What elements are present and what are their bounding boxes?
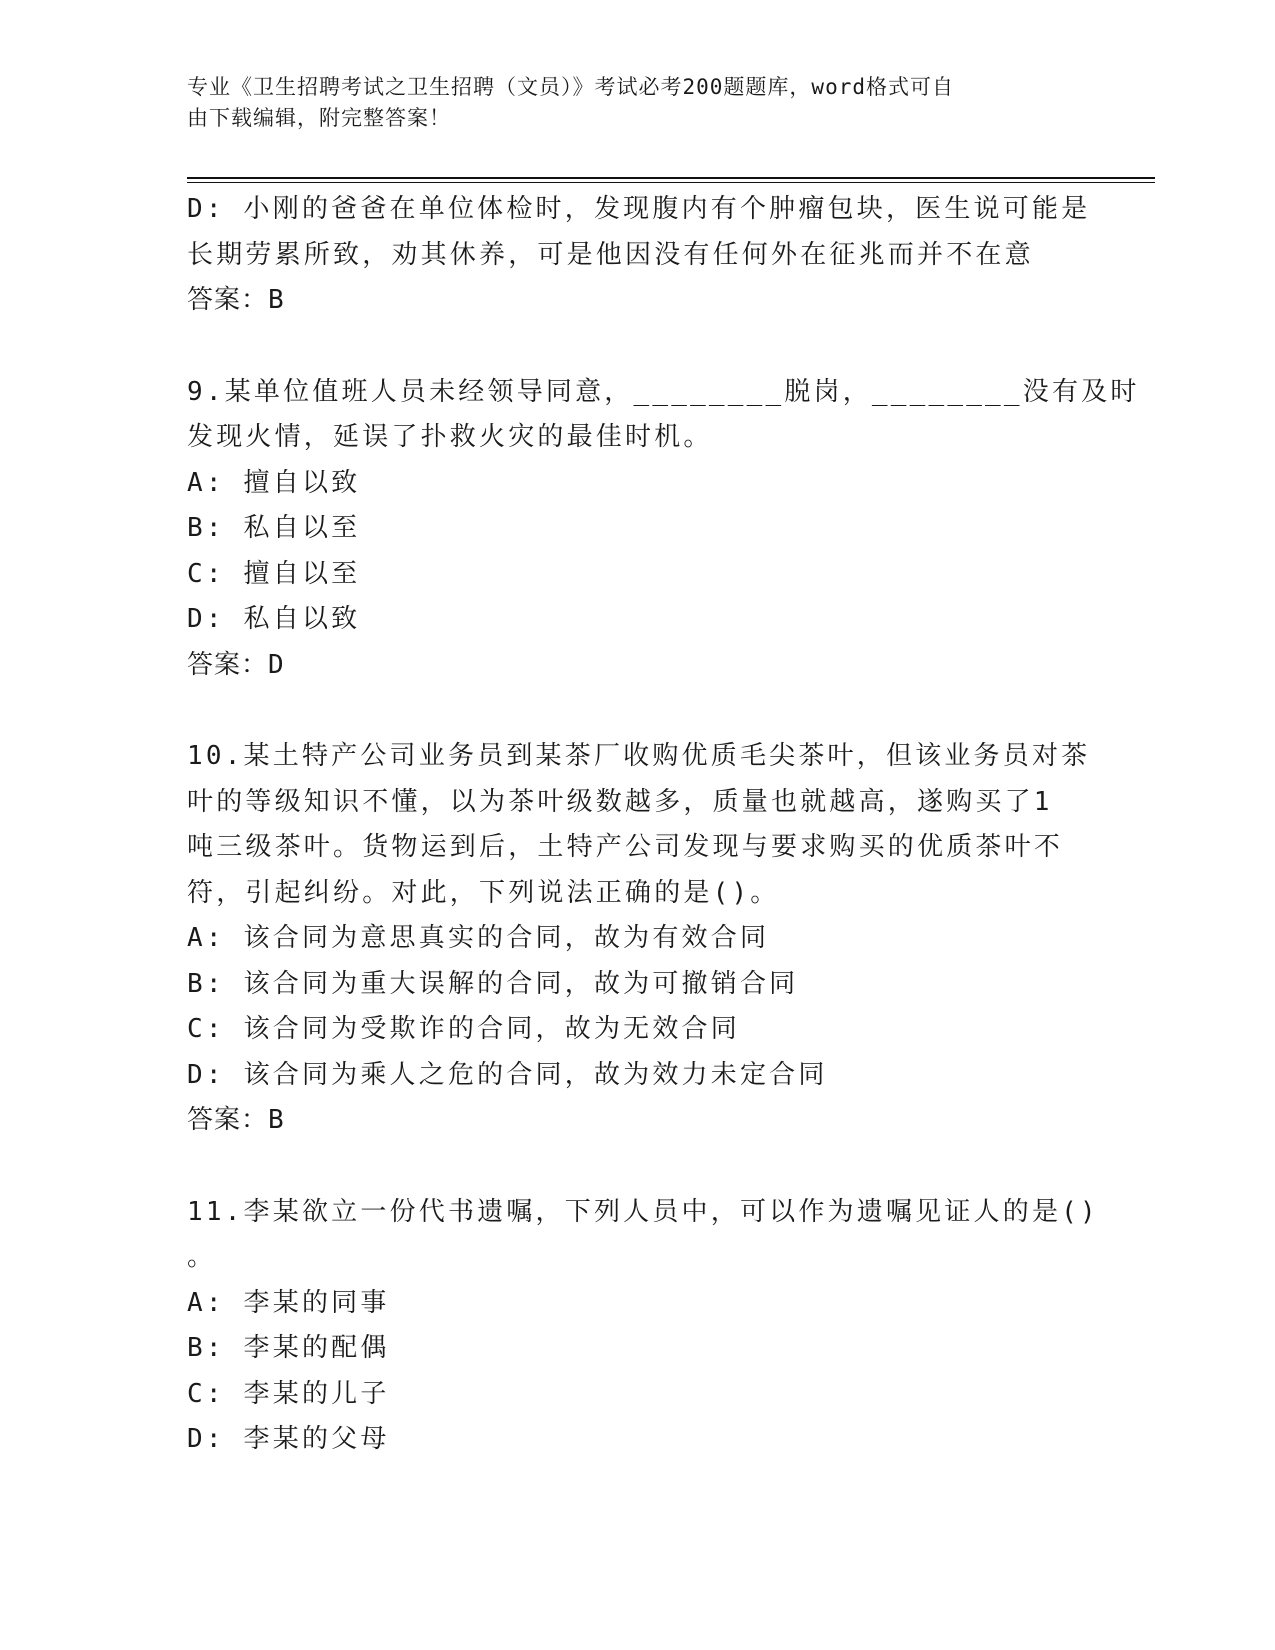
q11-option-b: B: 李某的配偶	[187, 1333, 390, 1363]
q9-option-b: B: 私自以至	[187, 513, 361, 543]
spacer	[187, 324, 1087, 370]
document-header	[187, 72, 1087, 134]
q10-stem-line-2: 叶的等级知识不懂，以为茶叶级数越多，质量也就越高，遂购买了1	[187, 786, 1053, 817]
q11-option-c: C: 李某的儿子	[187, 1378, 390, 1409]
header-line-2: 由下载编辑，附完整答案！	[187, 106, 451, 130]
q10-option-a: A: 该合同为意思真实的合同，故为有效合同	[187, 923, 770, 953]
q10-option-d: D: 该合同为乘人之危的合同，故为效力未定合同	[187, 1059, 828, 1090]
q8-option-d-line-1: D: 小刚的爸爸在单位体检时，发现腹内有个肿瘤包块，医生说可能是	[187, 194, 1091, 224]
question-list	[187, 187, 1140, 1463]
q11-option-d: D: 李某的父母	[187, 1424, 390, 1454]
q11-stem-line-2: 。	[187, 1242, 217, 1272]
q10-stem-line-3: 吨三级茶叶。货物运到后，土特产公司发现与要求购买的优质茶叶不	[187, 832, 1064, 862]
q10-stem-line-4: 符，引起纠纷。对此，下列说法正确的是()。	[187, 877, 780, 908]
q10-option-c: C: 该合同为受欺诈的合同，故为无效合同	[187, 1014, 740, 1044]
question-10-block	[187, 734, 1091, 1144]
q8-option-d-line-2: 长期劳累所致，劝其休养，可是他因没有任何外在征兆而并不在意	[187, 239, 1034, 270]
q9-answer: 答案：D	[187, 649, 285, 680]
header-divider-thick	[187, 177, 1155, 179]
q10-stem-line-1: 10.某土特产公司业务员到某茶厂收购优质毛尖茶叶，但该业务员对茶	[187, 741, 1091, 771]
spacer	[187, 1144, 1087, 1190]
q9-option-a: A: 擅自以致	[187, 467, 361, 498]
question-8-block	[187, 187, 1091, 324]
q10-option-b: B: 该合同为重大误解的合同，故为可撤销合同	[187, 968, 799, 999]
q9-stem-line-2: 发现火情，延误了扑救火灾的最佳时机。	[187, 422, 713, 452]
q8-answer: 答案：B	[187, 285, 285, 315]
q11-stem-line-1: 11.李某欲立一份代书遗嘱，下列人员中，可以作为遗嘱见证人的是()	[187, 1196, 1099, 1227]
header-line-1: 专业《卫生招聘考试之卫生招聘（文员）》考试必考200题题库，word格式可自	[187, 75, 954, 99]
header-divider-thin	[187, 182, 1155, 183]
spacer	[187, 688, 1087, 734]
question-11-block	[187, 1190, 1099, 1463]
question-9-block	[187, 370, 1140, 689]
q9-stem-line-1: 9.某单位值班人员未经领导同意，________脱岗，________没有及时	[187, 376, 1140, 407]
q10-answer: 答案：B	[187, 1105, 285, 1135]
q9-option-c: C: 擅自以至	[187, 558, 361, 589]
q9-option-d: D: 私自以致	[187, 604, 361, 634]
q11-option-a: A: 李某的同事	[187, 1287, 390, 1318]
